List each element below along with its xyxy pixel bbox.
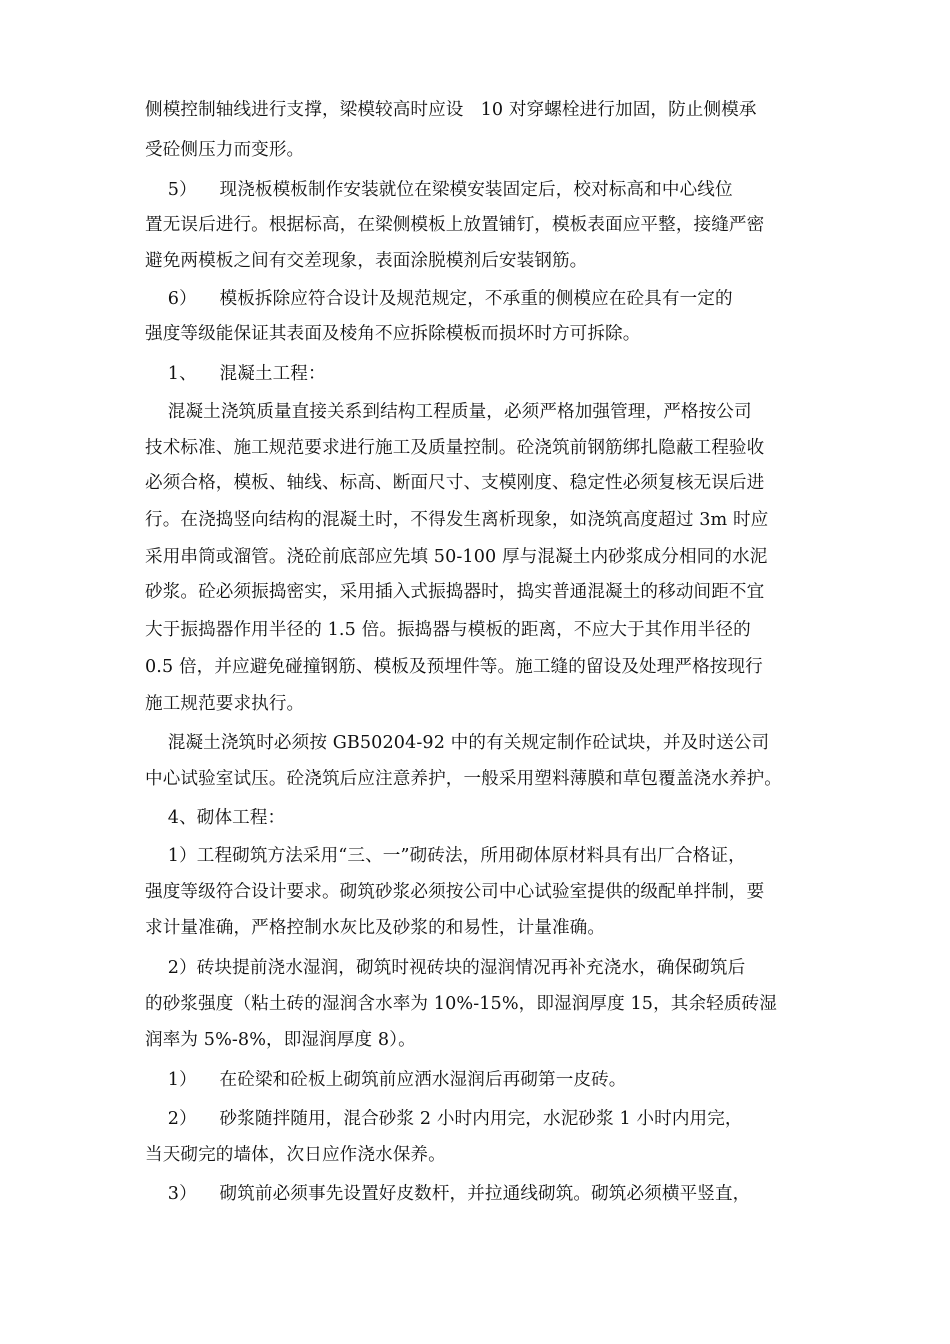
text-line: 砂浆。砼必须振捣密实，采用插入式振捣器时，捣实普通混凝土的移动间距不宜 — [145, 582, 765, 602]
text-line: 1） 在砼梁和砼板上砌筑前应洒水湿润后再砌第一皮砖。 — [145, 1070, 627, 1090]
text-line: 3） 砌筑前必须事先设置好皮数杆，并拉通线砌筑。砌筑必须横平竖直， — [145, 1184, 751, 1204]
text-line: 2） 砂浆随拌随用，混合砂浆 2 小时内用完，水泥砂浆 1 小时内用完， — [145, 1109, 743, 1129]
text-line: 强度等级符合设计要求。砌筑砂浆必须按公司中心试验室提供的级配单拌制，要 — [145, 882, 765, 902]
section-heading: 1、 混凝土工程： — [145, 364, 326, 384]
text-line: 强度等级能保证其表面及棱角不应拆除模板而损坏时方可拆除。 — [145, 324, 641, 344]
text-line: 5） 现浇板模板制作安装就位在梁模安装固定后，校对标高和中心线位 — [145, 180, 733, 200]
text-line: 大于振捣器作用半径的 1.5 倍。振捣器与模板的距离，不应大于其作用半径的 — [145, 620, 751, 640]
text-line: 避免两模板之间有交差现象，表面涂脱模剂后安装钢筋。 — [145, 251, 588, 271]
section-heading: 4、砌体工程： — [145, 808, 286, 828]
text-line: 施工规范要求执行。 — [145, 694, 305, 714]
text-line: 受砼侧压力而变形。 — [145, 140, 305, 160]
text-line: 行。在浇捣竖向结构的混凝土时，不得发生离析现象，如浇筑高度超过 3m 时应 — [145, 510, 769, 530]
text-line: 侧模控制轴线进行支撑，梁模较高时应设 10 对穿螺栓进行加固，防止侧模承 — [145, 100, 757, 120]
text-line: 混凝土浇筑时必须按 GB50204-92 中的有关规定制作砼试块，并及时送公司 — [145, 733, 770, 753]
text-line: 润率为 5%-8%，即湿润厚度 8）。 — [145, 1030, 416, 1050]
text-line: 必须合格，模板、轴线、标高、断面尺寸、支模刚度、稳定性必须复核无误后进 — [145, 473, 765, 493]
text-line: 置无误后进行。根据标高，在梁侧模板上放置铺钉，模板表面应平整，接缝严密 — [145, 215, 765, 235]
text-line: 1）工程砌筑方法采用“三、一”砌砖法，所用砌体原材料具有出厂合格证， — [145, 846, 746, 866]
text-line: 的砂浆强度（粘土砖的湿润含水率为 10%-15%，即湿润厚度 15，其余轻质砖湿 — [145, 994, 777, 1014]
text-line: 技术标准、施工规范要求进行施工及质量控制。砼浇筑前钢筋绑扎隐蔽工程验收 — [145, 438, 765, 458]
text-line: 0.5 倍，并应避免碰撞钢筋、模板及预埋件等。施工缝的留设及处理严格按现行 — [145, 657, 763, 677]
text-line: 当天砌完的墙体，次日应作浇水保养。 — [145, 1145, 446, 1165]
text-line: 混凝土浇筑质量直接关系到结构工程质量，必须严格加强管理，严格按公司 — [145, 402, 752, 422]
text-line: 求计量准确，严格控制水灰比及砂浆的和易性，计量准确。 — [145, 918, 606, 938]
text-line: 采用串筒或溜管。浇砼前底部应先填 50-100 厚与混凝土内砂浆成分相同的水泥 — [145, 547, 768, 567]
text-line: 2）砖块提前浇水湿润，砌筑时视砖块的湿润情况再补充浇水，确保砌筑后 — [145, 958, 746, 978]
text-line: 中心试验室试压。砼浇筑后应注意养护，一般采用塑料薄膜和草包覆盖浇水养护。 — [145, 769, 782, 789]
text-line: 6） 模板拆除应符合设计及规范规定，不承重的侧模应在砼具有一定的 — [145, 289, 733, 309]
